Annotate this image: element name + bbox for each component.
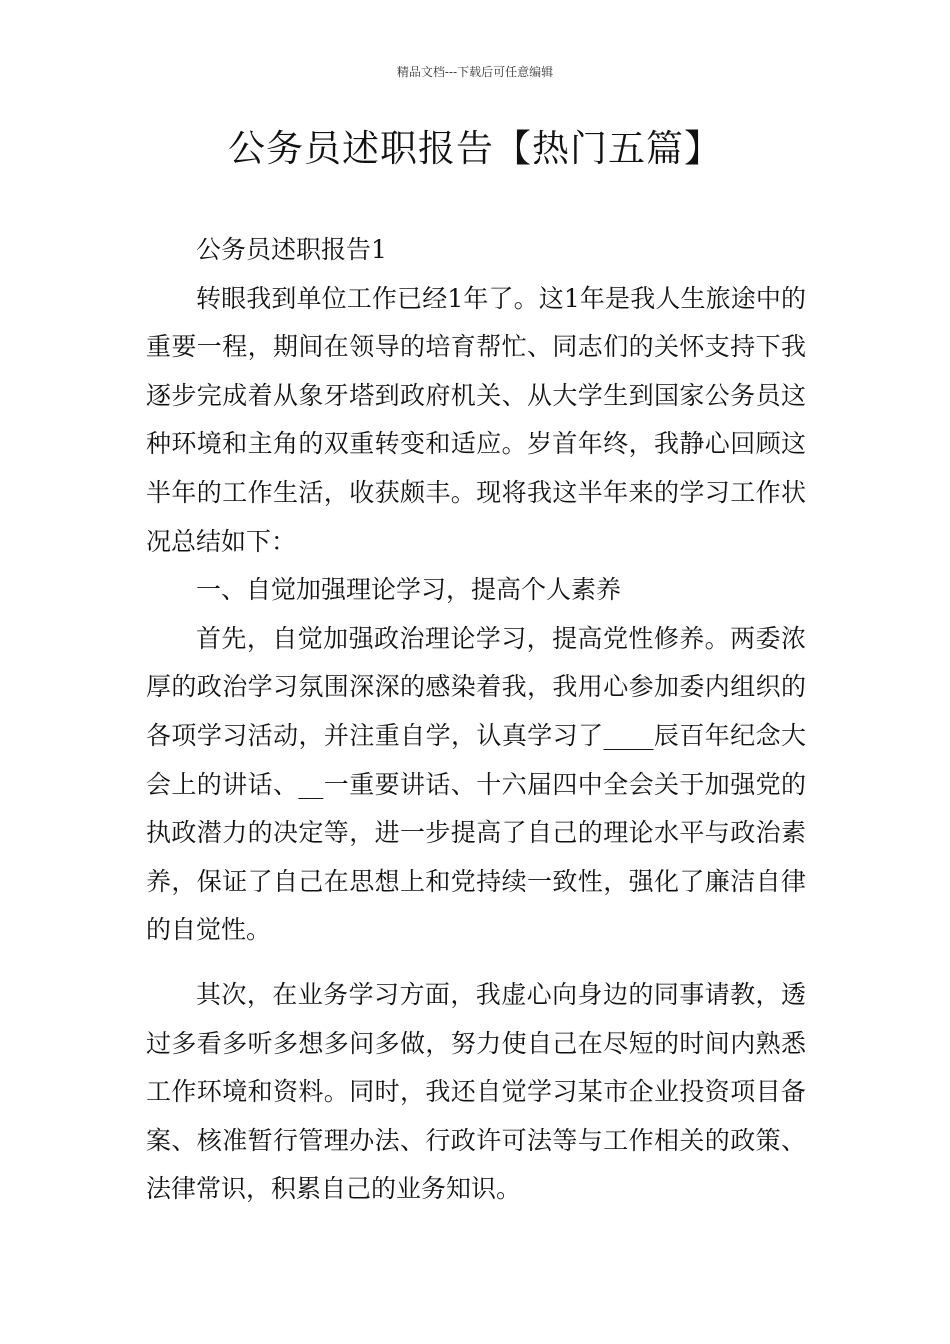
body-paragraph: 其次，在业务学习方面，我虚心向身边的同事请教，透过多看多听多想多问多做，努力使自己在尽短的时间内熟悉工作环境和资料。同时，我还自觉学习某市企业投资项目备案、核准暂行管理办法、行政许可法等与工作相关的政策、法律常识，积累自己的业务知识。 xyxy=(146,979,806,1204)
section-heading: 公务员述职报告1 xyxy=(196,235,387,264)
subsection-heading: 一、自觉加强理论学习，提高个人素养 xyxy=(196,575,622,605)
body-paragraph: 转眼我到单位工作已经1年了。这1年是我人生旅途中的重要一程，期间在领导的培育帮忙、同志们的关怀支持下我逐步完成着从象牙塔到政府机关、从大学生到国家公务员这种环境和主角的双重转变和适应。岁首年终，我静心回顾这半年的工作生活，收获颇丰。现将我这半年来的学习工作状况总结如下： xyxy=(146,283,806,556)
document-body xyxy=(146,226,806,1214)
page-header-watermark: 精品文档---下载后可任意编辑 xyxy=(396,65,554,79)
document-title: 公务员述职报告【热门五篇】 xyxy=(228,127,722,170)
body-paragraph: 首先，自觉加强政治理论学习，提高党性修养。两委浓厚的政治学习氛围深深的感染着我，我用心参加委内组织的各项学习活动，并注重自学，认真学习了____辰百年纪念大会上的讲话、__一重要讲话、十六届四中全会关于加强党的执政潜力的决定等，进一步提高了自己的理论水平与政治素养，保证了自己在思想上和党持续一致性，强化了廉洁自律的自觉性。 xyxy=(146,623,806,945)
